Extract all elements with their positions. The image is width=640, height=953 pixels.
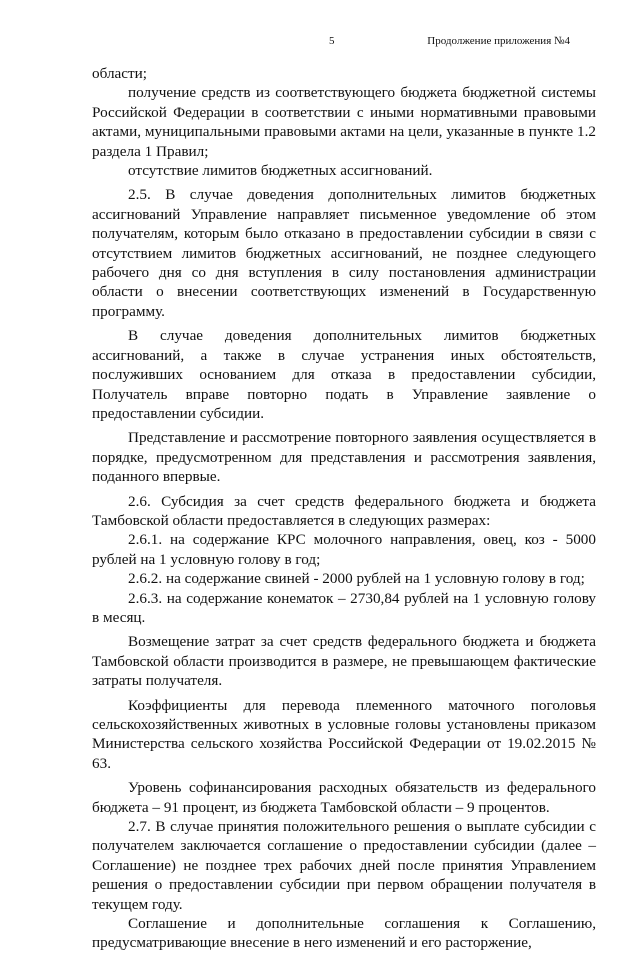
paragraph-reapply: В случае доведения дополнительных лимитов бюджетных ассигнований, а также в случае устранения иных обстоятельств, послуживших основанием для отказа в предоставлении субсидии, Получатель вправе повторно подать в Управление заявление о предоставлении субсидии. <box>92 327 596 422</box>
paragraph-2-6-2: 2.6.2. на содержание свиней - 2000 рублей на 1 условную голову в год; <box>128 570 585 588</box>
paragraph-2-6-3: 2.6.3. на содержание конематок – 2730,84 рублей на 1 условную голову в месяц. <box>92 589 596 626</box>
paragraph-2-6-1: 2.6.1. на содержание КРС молочного направления, овец, коз - 5000 рублей на 1 условную голову в год; <box>92 531 596 568</box>
paragraph-oblasti: области; <box>92 65 147 82</box>
paragraph-coefficients: Коэффициенты для перевода племенного маточного поголовья сельскохозяйственных животных в условные головы установлены приказом Министерства сельского хозяйства Российской Федерации от 19.02.2015 № 63. <box>92 696 596 772</box>
paragraph-reimbursement: Возмещение затрат за счет средств федерального бюджета и бюджета Тамбовской области производится в размере, не превышающем фактические затраты получателя. <box>92 633 596 690</box>
paragraph-no-limits: отсутствие лимитов бюджетных ассигнований. <box>128 162 433 180</box>
paragraph-2-5: 2.5. В случае доведения дополнительных лимитов бюджетных ассигнований Управление направляет письменное уведомление об этом получателям, которым было отказано в предоставлении субсидии в связи с отсутствием лимитов бюджетных ассигнований, не позднее следующего рабочего дня со дня вступления в силу постановления администрации области о внесении соответствующих изменений в Государственную программу. <box>92 186 596 320</box>
page-number: 5 <box>329 35 335 47</box>
paragraph-funds-received: получение средств из соответствующего бюджета бюджетной системы Российской Федерации в соответствии с иными нормативными правовыми актами, муниципальными правовыми актами на цели, указанные в пункте 1.2 раздела 1 Правил; <box>92 84 596 160</box>
paragraph-cofinancing: Уровень софинансирования расходных обязательств из федерального бюджета – 91 процент, из бюджета Тамбовской области – 9 процентов. <box>92 779 596 816</box>
document-body <box>92 64 596 953</box>
paragraph-2-7: 2.7. В случае принятия положительного решения о выплате субсидии с получателем заключается соглашение о предоставлении субсидии (далее – Соглашение) не позднее трех рабочих дней после принятия Управлением решения о предоставлении субсидии при первом обращении получателя в текущем году. <box>92 818 596 913</box>
paragraph-agreement: Соглашение и дополнительные соглашения к Соглашению, предусматривающие внесение в него изменений и его расторжение, <box>92 915 596 952</box>
paragraph-repeat-application: Представление и рассмотрение повторного заявления осуществляется в порядке, предусмотренном для представления и рассмотрения заявления, поданного впервые. <box>92 429 596 486</box>
paragraph-2-6: 2.6. Субсидия за счет средств федерального бюджета и бюджета Тамбовской области предоставляется в следующих размерах: <box>92 492 596 529</box>
page-header <box>0 34 640 50</box>
appendix-note: Продолжение приложения №4 <box>427 35 570 47</box>
